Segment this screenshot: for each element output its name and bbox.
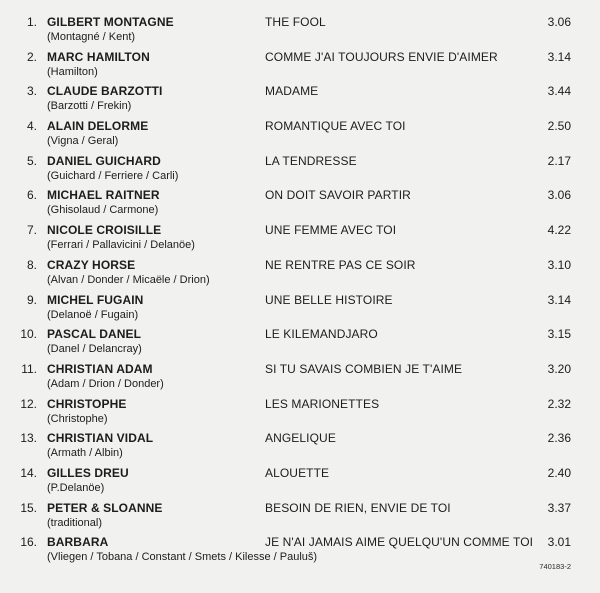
track-number: 1. xyxy=(26,15,37,29)
track-row xyxy=(0,495,600,530)
track-row xyxy=(0,44,600,79)
track-artist: CHRISTIAN ADAM xyxy=(47,361,153,376)
track-credits: (Ferrari / Pallavicini / Delanöe) xyxy=(47,239,195,252)
track-title: COMME J'AI TOUJOURS ENVIE D'AIMER xyxy=(265,49,498,64)
track-duration: 3.37 xyxy=(547,500,571,515)
track-title: ON DOIT SAVOIR PARTIR xyxy=(265,188,411,203)
track-number: 13. xyxy=(20,431,37,446)
track-credits: (Hamilton) xyxy=(47,65,98,78)
track-duration: 3.20 xyxy=(547,361,571,376)
track-credits: (Delanoë / Fugain) xyxy=(47,308,139,321)
track-row xyxy=(0,9,600,44)
track-row xyxy=(0,148,600,183)
track-title: ROMANTIQUE AVEC TOI xyxy=(265,119,406,134)
track-title: SI TU SAVAIS COMBIEN JE T'AIME xyxy=(265,361,463,376)
track-number: 7. xyxy=(26,223,37,238)
track-artist: MICHAEL RAITNER xyxy=(47,188,160,203)
track-artist: DANIEL GUICHARD xyxy=(47,153,161,168)
track-number: 14. xyxy=(20,465,37,480)
track-credits: (Guichard / Ferriere / Carli) xyxy=(47,169,179,182)
track-title: LE KILEMANDJARO xyxy=(265,327,378,342)
track-credits: (Vliegen / Tobana / Constant / Smets / Kilesse / Pauluš) xyxy=(47,551,318,564)
track-artist: CHRISTIAN VIDAL xyxy=(47,431,154,446)
track-number: 11. xyxy=(21,361,37,376)
track-title: BESOIN DE RIEN, ENVIE DE TOI xyxy=(265,500,451,515)
track-duration: 2.36 xyxy=(547,431,571,446)
track-artist: CRAZY HORSE xyxy=(47,257,136,272)
track-artist: GILLES DREU xyxy=(47,465,129,480)
track-artist: CHRISTOPHE xyxy=(47,396,127,411)
track-row xyxy=(0,252,600,287)
track-credits: (Adam / Drion / Donder) xyxy=(47,377,164,390)
track-artist: PASCAL DANEL xyxy=(47,327,142,342)
track-artist: GILBERT MONTAGNE xyxy=(47,15,174,29)
track-artist: CLAUDE BARZOTTI xyxy=(47,84,163,99)
track-credits: (Danel / Delancray) xyxy=(47,343,142,356)
track-title: ALOUETTE xyxy=(265,465,330,480)
track-row xyxy=(0,356,600,391)
track-row xyxy=(0,529,600,564)
track-credits: (Montagné / Kent) xyxy=(47,31,136,43)
track-row xyxy=(0,217,600,252)
track-duration: 3.14 xyxy=(547,292,571,307)
track-credits: (Ghisolaud / Carmone) xyxy=(47,204,159,217)
track-artist: BARBARA xyxy=(47,535,109,550)
track-number: 12. xyxy=(20,396,37,411)
track-number: 8. xyxy=(26,257,37,272)
track-title: ANGELIQUE xyxy=(265,431,336,446)
track-title: UNE FEMME AVEC TOI xyxy=(265,223,397,238)
track-number: 15. xyxy=(20,500,37,515)
track-title: LA TENDRESSE xyxy=(265,153,357,168)
track-list xyxy=(0,9,600,564)
track-duration: 3.06 xyxy=(547,188,571,203)
track-credits: (Christophe) xyxy=(47,412,108,425)
track-row xyxy=(0,287,600,322)
track-credits: (Barzotti / Frekin) xyxy=(47,100,132,113)
track-credits: (Alvan / Donder / Micaële / Drion) xyxy=(47,273,210,286)
track-duration: 3.44 xyxy=(547,84,571,99)
track-duration: 3.14 xyxy=(547,49,571,64)
track-title: LES MARIONETTES xyxy=(265,396,380,411)
track-duration: 2.32 xyxy=(547,396,571,411)
track-row xyxy=(0,78,600,113)
track-duration: 4.22 xyxy=(547,223,571,238)
track-credits: (P.Delanöe) xyxy=(47,481,105,494)
track-artist: MICHEL FUGAIN xyxy=(47,292,144,307)
track-duration: 3.06 xyxy=(547,15,571,29)
track-title: MADAME xyxy=(265,84,319,99)
track-title: NE RENTRE PAS CE SOIR xyxy=(265,257,416,272)
track-duration: 3.10 xyxy=(547,257,571,272)
track-row xyxy=(0,113,600,148)
track-row xyxy=(0,321,600,356)
track-row xyxy=(0,182,600,217)
track-number: 9. xyxy=(26,292,37,307)
track-row xyxy=(0,391,600,426)
track-row xyxy=(0,460,600,495)
track-title: JE N'AI JAMAIS AIME QUELQU'UN COMME TOI xyxy=(265,535,534,550)
track-credits: (traditional) xyxy=(47,516,103,529)
track-artist: ALAIN DELORME xyxy=(47,119,149,134)
track-artist: PETER & SLOANNE xyxy=(47,500,163,515)
track-number: 6. xyxy=(26,188,37,203)
track-duration: 2.50 xyxy=(547,119,571,134)
track-credits: (Vigna / Geral) xyxy=(47,135,119,148)
track-duration: 3.15 xyxy=(547,327,571,342)
track-number: 10. xyxy=(20,327,37,342)
track-number: 5. xyxy=(26,153,37,168)
track-credits: (Armath / Albin) xyxy=(47,447,123,460)
track-row xyxy=(0,425,600,460)
track-title: THE FOOL xyxy=(265,15,326,29)
track-artist: NICOLE CROISILLE xyxy=(47,223,162,238)
track-number: 16. xyxy=(20,535,37,550)
track-duration: 2.17 xyxy=(547,153,571,168)
track-number: 2. xyxy=(26,49,37,64)
track-title: UNE BELLE HISTOIRE xyxy=(265,292,393,307)
catalog-number: 740183-2 xyxy=(539,562,571,571)
track-artist: MARC HAMILTON xyxy=(47,49,150,64)
track-number: 4. xyxy=(26,119,37,134)
track-duration: 2.40 xyxy=(547,465,571,480)
track-number: 3. xyxy=(26,84,37,99)
track-duration: 3.01 xyxy=(547,535,571,550)
